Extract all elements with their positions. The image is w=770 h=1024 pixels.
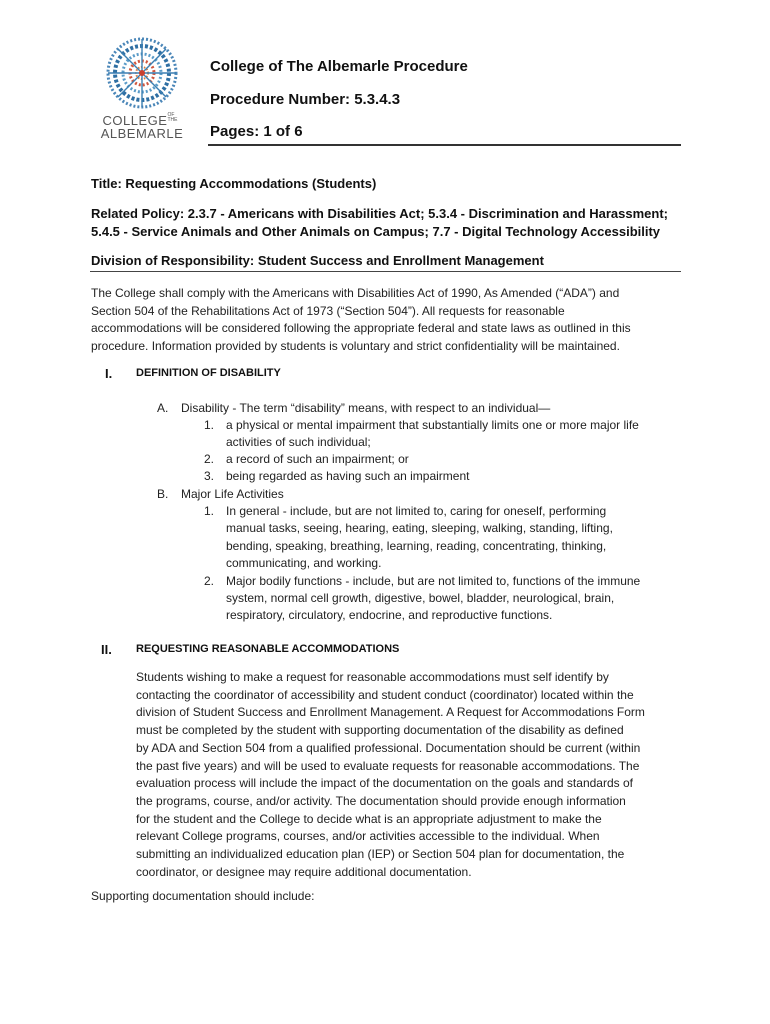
related-policy-line-1: Related Policy: 2.3.7 - Americans with Disabilities Act; 5.3.4 - Discrimination and Harassment; (91, 206, 668, 221)
division-divider (90, 271, 681, 272)
procedure-number: Procedure Number: 5.3.4.3 (210, 91, 401, 108)
procedure-heading: College of The Albemarle Procedure (210, 58, 468, 75)
item-a3-number: 3. (204, 469, 215, 483)
supporting-documentation-line: Supporting documentation should include: (91, 889, 315, 903)
logo-emblem-icon (102, 37, 182, 109)
intro-line: procedure. Information provided by students is voluntary and strict confidentiality will be maintained. (91, 338, 620, 353)
section-2-line: for the student and the College to decide what is an appropriate adjustment to make the (136, 811, 602, 826)
item-b2-line: respiratory, circulatory, endocrine, and reproductive functions. (226, 608, 553, 622)
item-a1-number: 1. (204, 418, 215, 432)
header-divider (208, 144, 681, 146)
item-a3-line: being regarded as having such an impairment (226, 469, 470, 483)
intro-line: Section 504 of the Rehabilitations Act of 1973 (“Section 504”). All requests for reasonable (91, 303, 565, 318)
section-2-line: division of Student Success and Enrollment Management. A Request for Accommodations Form (136, 705, 645, 720)
item-a-label: A. (157, 401, 169, 415)
item-b1-number: 1. (204, 504, 215, 518)
intro-line: accommodations will be considered following the appropriate federal and state laws as outlined in this (91, 321, 631, 336)
item-b-label: B. (157, 487, 169, 501)
intro-line: The College shall comply with the Americans with Disabilities Act of 1990, As Amended (“ADA”) and (91, 286, 620, 300)
logo-text-of-the: OF THE (167, 112, 178, 123)
item-b2-line: system, normal cell growth, digestive, bowel, bladder, neurological, brain, (226, 591, 615, 605)
section-2-line: by ADA and Section 504 from a qualified professional. Documentation should be current (within (136, 740, 641, 755)
section-2-line: contacting the coordinator of accessibility and student conduct (coordinator) located within the (136, 687, 634, 702)
section-2-number: II. (101, 642, 112, 657)
item-b2-line: Major bodily functions - include, but are not limited to, functions of the immune (226, 574, 641, 588)
item-a1-line: a physical or mental impairment that substantially limits one or more major life (226, 418, 639, 432)
section-2-title: REQUESTING REASONABLE ACCOMMODATIONS (136, 643, 400, 655)
document-title: Title: Requesting Accommodations (Students) (91, 176, 377, 191)
item-b1-line: communicating, and working. (226, 556, 382, 570)
intro-paragraph (91, 285, 691, 355)
item-a-text: Disability - The term “disability” means, with respect to an individual— (181, 401, 551, 415)
item-b2-number: 2. (204, 574, 215, 588)
section-2-line: coordinator, or designee may require additional documentation. (136, 864, 472, 879)
item-a2-line: a record of such an impairment; or (226, 452, 409, 466)
item-b1-line: In general - include, but are not limited to, caring for oneself, performing (226, 504, 607, 518)
logo-text-college: COLLEGE (102, 113, 168, 128)
division-of-responsibility: Division of Responsibility: Student Success and Enrollment Management (91, 253, 544, 268)
section-2-paragraph (136, 669, 686, 881)
item-b-text: Major Life Activities (181, 487, 284, 501)
item-a1-line: activities of such individual; (226, 435, 371, 449)
logo-text-albemarle: ALBEMARLE (100, 126, 184, 141)
section-2-line: must be completed by the student with supporting documentation of the disability as defined (136, 723, 624, 738)
section-1-title: DEFINITION OF DISABILITY (136, 367, 281, 379)
college-logo (92, 37, 192, 149)
page-count: Pages: 1 of 6 (210, 123, 303, 140)
section-1-number: I. (105, 366, 113, 381)
item-a2-number: 2. (204, 452, 215, 466)
section-2-line: the past five years) and will be used to evaluate requests for reasonable accommodations. The (136, 758, 640, 773)
section-2-line: evaluation process will include the impact of the documentation on the goals and standards of (136, 776, 633, 791)
logo-wordmark (92, 113, 192, 140)
item-b1-line: manual tasks, seeing, hearing, eating, sleeping, walking, standing, lifting, (226, 521, 613, 535)
related-policy-line-2: 5.4.5 - Service Animals and Other Animals on Campus; 7.7 - Digital Technology Accessibility (91, 224, 661, 239)
section-2-line: the programs, course, and/or activity. The documentation should provide enough information (136, 793, 626, 808)
section-2-line: submitting an individualized education plan (IEP) or Section 504 plan for documentation, the (136, 847, 625, 862)
section-2-line: relevant College programs, courses, and/or activities accessible to the individual. When (136, 829, 600, 844)
item-b1-line: bending, speaking, breathing, learning, reading, concentrating, thinking, (226, 539, 607, 553)
section-2-line: Students wishing to make a request for reasonable accommodations must self identify by (136, 670, 609, 684)
